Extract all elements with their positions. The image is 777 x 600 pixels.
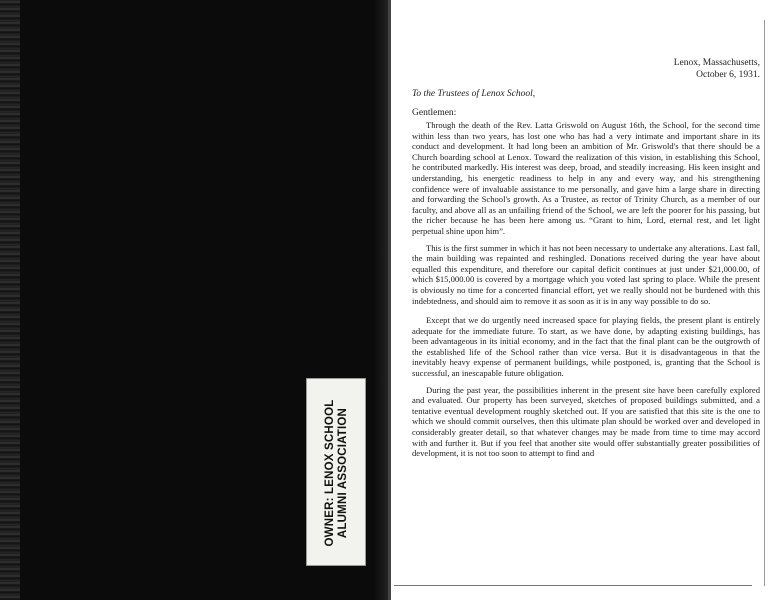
paragraph-griswold: Through the death of the Rev. Latta Griswold on August 16th, the School, for the second time within less than two years, has lost one who has had a very intimate and important share in its conduct and development. It had long been an ambition of Mr. Griswold's that there should be a Church boarding school at Lenox. Toward the realization of this vision, in establishing this School, he contributed markedly. His interest was deep, broad, and steadily increasing. His keen insight and understanding, his energetic readiness to help in any and every way, and his strengthening confidence were of invaluable assistance to me personally, and gave him a large share in directing and forwarding the School's growth. As a Trustee, as rector of Trinity Church, as a member of our faculty, and above all as an unfailing friend of the School, we are left the poorer for his passing, but the richer because he has been here among us. “Grant to him, Lord, eternal rest, and let light perpetual shine upon him”. <box>412 120 760 236</box>
letter-addressee: To the Trustees of Lenox School, <box>412 89 536 99</box>
owner-label-sticker <box>306 378 366 566</box>
page-edge-fringe <box>0 0 20 600</box>
letter-place <box>412 58 760 81</box>
paragraph-site: During the past year, the possibilities inherent in the present site have been carefully explored and evaluated. Our property has been surveyed, sketches of proposed buildings submitted, and a tentative eventual development roughly sketched out. If you are satisfied that this site is the one to which we should commit ourselves, then this ultimate plan should be worked over and developed in considerably greater detail, so that whatever changes may be made from time to time may accord with and further it. But if you feel that another site would offer substantially greater possibilities of development, it is not too soon to attempt to find and <box>412 384 760 459</box>
place-line-date: October 6, 1931. <box>696 69 760 80</box>
letter-page <box>388 0 777 600</box>
letter-salutation: Gentlemen: <box>412 107 457 118</box>
page-right-border <box>764 20 765 586</box>
page-bottom-border <box>394 585 752 586</box>
paragraph-finances: This is the first summer in which it has not been necessary to undertake any alterations. Last fall, the main building was repainted and reshingled. Donations received during the year have about equalled this expenditure, and therefore our capital deficit continues at just under $21,000.00, of which $15,000.00 is covered by a mortgage which you voted last spring to place. While the present is obviously no time for a concerted financial effort, yet we really should not be burdened with this indebtedness, and should aim to remove it as soon as it is in any way possible to do so. <box>412 242 760 306</box>
owner-label-text: OWNER: LENOX SCHOOL ALUMNI ASSOCIATION <box>324 399 349 547</box>
gutter-shadow <box>374 0 388 600</box>
paragraph-plant: Except that we do urgently need increased space for playing fields, the present plant is entirely adequate for the immediate future. To start, as we have done, by adapting existing buildings, has been advantageous in its initial economy, and in the fact that the final plant can be the outgrowth of the established life of the School rather than vice versa. But it is disadvantageous in that the inevitably heavy expense of permanent buildings, while postponed, is, granting that the School is successful, an inescapable future obligation. <box>412 315 760 379</box>
left-facing-page <box>0 0 388 600</box>
page-left-edge <box>388 0 391 600</box>
letter-body <box>412 58 760 459</box>
place-line-city: Lenox, Massachusetts, <box>673 58 760 68</box>
